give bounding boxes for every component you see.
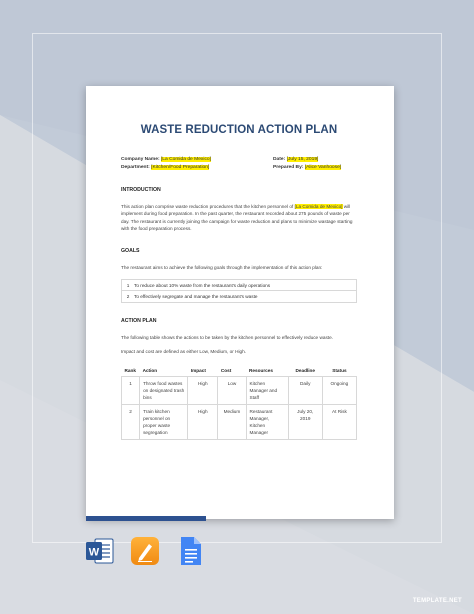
table-row: 1 Throw food wastes on designated trash bins High Low Kitchen Manager and Staff Daily Ongoing <box>122 377 357 405</box>
company-label: Company Name: <box>121 157 160 162</box>
google-docs-icon[interactable] <box>175 536 205 566</box>
action-table <box>121 364 357 441</box>
company-value: [La Comida de Mexico] <box>160 157 211 162</box>
document-meta <box>121 156 357 172</box>
date-label: Date: <box>273 157 286 162</box>
goal-row: 2 To effectively segregate and manage the restaurant's waste <box>126 294 258 300</box>
introduction-heading: INTRODUCTION <box>121 187 161 193</box>
svg-text:W: W <box>88 546 100 559</box>
brand-watermark: TEMPLATE.NET <box>412 598 462 604</box>
word-icon[interactable] <box>85 536 115 566</box>
action-plan-heading: ACTION PLAN <box>121 318 157 325</box>
column-header: Action <box>140 364 188 377</box>
app-icons <box>85 536 205 566</box>
column-header: Status <box>322 364 356 377</box>
table-row: 2 Train kitchen personnel on proper waste segregation High Medium Restaurant Manager, Kitchen Manager July 20, 2019 At Risk <box>122 405 357 440</box>
introduction-text: This action plan comprise waste reduction procedures that the kitchen personnel of [La Comida de Mexico] will implement during food preparation. In the past quarter, the restaurant recorded about 275 pounds of waste per day. The restaurant is currently joining the campaign for waste reduction and plans to minimize wastage starting with the food preparation process. <box>121 204 353 232</box>
column-header: Deadline <box>288 364 322 377</box>
pages-icon[interactable] <box>130 536 160 566</box>
meta-right <box>273 156 357 172</box>
action-table-header <box>122 364 357 377</box>
document-page <box>86 86 394 519</box>
goals-heading: GOALS <box>121 247 140 254</box>
document-title: WASTE REDUCTION ACTION PLAN <box>140 124 338 136</box>
meta-left <box>121 156 211 172</box>
department-label: Department: <box>121 165 150 170</box>
column-header: Impact <box>188 364 218 377</box>
goals-table <box>121 279 357 303</box>
column-header: Cost <box>218 364 246 377</box>
date-value: [July 15, 2019] <box>286 157 319 162</box>
column-header: Resources <box>246 364 288 377</box>
goal-row: 1 To reduce about 10% waste from the restaurant's daily operations <box>122 280 356 291</box>
accent-bar <box>86 516 206 521</box>
introduction-highlight: [La Comida de Mexico] <box>294 204 343 209</box>
prepared-label: Prepared By: <box>273 165 304 170</box>
department-value: [Kitchen/Food Preparation] <box>151 165 210 170</box>
action-plan-intro: The following table shows the actions to be taken by the kitchen personnel to effectively reduce waste. <box>121 335 334 341</box>
column-header: Rank <box>122 364 140 377</box>
action-plan-definition: Impact and cost are defined as either Low, Medium, or High. <box>121 349 247 355</box>
prepared-value: [Alice Vanhoose] <box>304 165 342 170</box>
goals-intro: The restaurant aims to achieve the following goals through the implementation of this action plan: <box>121 264 323 270</box>
